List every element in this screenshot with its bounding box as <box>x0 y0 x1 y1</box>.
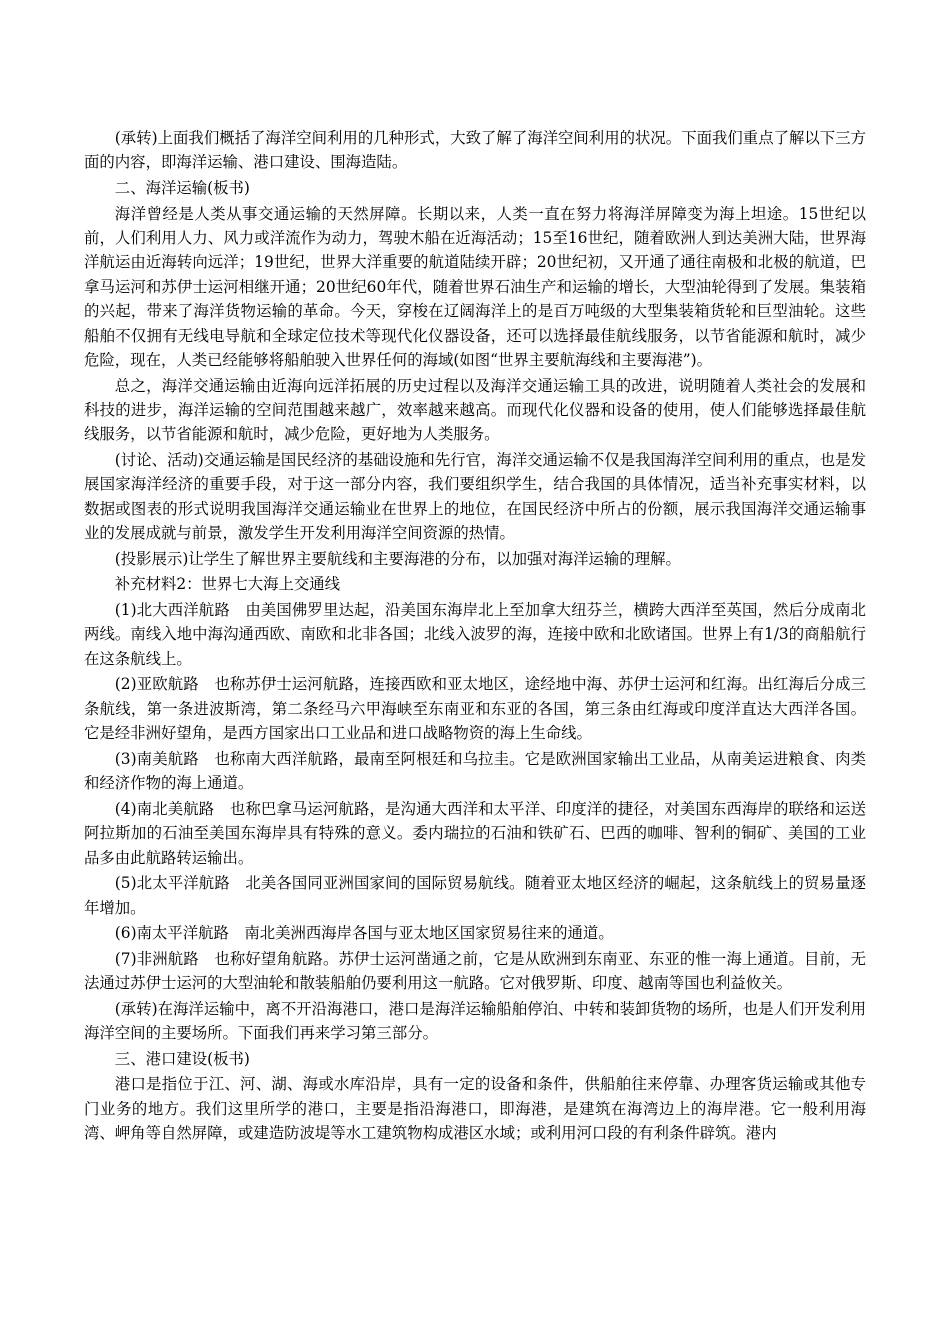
paragraph-port-definition: 港口是指位于江、河、湖、海或水库沿岸，具有一定的设备和条件，供船舶往来停靠、办理客货运输或其他专门业务的地方。我们这里所学的港口，主要是指沿海港口，即海港，是建筑在海湾边上的海岸港。它一般利用海湾、岬角等自然屏障，或建造防波堤等水工建筑物构成港区水域；或利用河口段的有利条件辟筑。港内 <box>84 1075 866 1143</box>
route-item: (4)南北美航路 也称巴拿马运河航路，是沟通大西洋和太平洋、印度洋的捷径，对美国东西海岸的联络和运送阿拉斯加的石油至美国东海岸具有特殊的意义。委内瑞拉的石油和铁矿石、巴西的咖啡、智利的铜矿、美国的工业品多由此航路转运输出。 <box>84 799 866 867</box>
paragraph-ocean-history: 海洋曾经是人类从事交通运输的天然屏障。长期以来，人类一直在努力将海洋屏障变为海上坦途。15世纪以前，人们利用人力、风力或洋流作为动力，驾驶木船在近海活动；15至16世纪，随着欧洲人到达美洲大陆，世界海洋航运由近海转向远洋；19世纪，世界大洋重要的航道陆续开辟；20世纪初，又开通了通往南极和北极的航道，巴拿马运河和苏伊士运河相继开通；20世纪60年代，随着世界石油生产和运输的增长，大型油轮得到了发展。集装箱的兴起，带来了海洋货物运输的革命。今天，穿梭在辽阔海洋上的是百万吨级的大型集装箱货轮和巨型油轮。这些船舶不仅拥有无线电导航和全球定位技术等现代化仪器设备，还可以选择最佳航线服务，以节省能源和航时，减少危险，现在，人类已经能够将船舶驶入世界任何的海域(如图“世界主要航海线和主要海港”)。 <box>84 204 866 370</box>
paragraph-summary: 总之，海洋交通运输由近海向远洋拓展的历史过程以及海洋交通运输工具的改进，说明随着人类社会的发展和科技的进步，海洋运输的空间范围越来越广，效率越来越高。而现代化仪器和设备的使用，使人们能够选择最佳航线服务，以节省能源和航时，减少危险，更好地为人类服务。 <box>84 376 866 444</box>
section-heading-port-construction: 三、港口建设(板书) <box>114 1049 250 1068</box>
route-item: (7)非洲航路 也称好望角航路。苏伊士运河凿通之前，它是从欧洲到东南亚、东亚的惟一海上通道。目前，无法通过苏伊士运河的大型油轮和散装船舶仍要利用这一航路。它对俄罗斯、印度、越南等国也利益攸关。 <box>84 949 866 993</box>
paragraph-discussion: (讨论、活动)交通运输是国民经济的基础设施和先行官，海洋交通运输不仅是我国海洋空间利用的重点，也是发展国家海洋经济的重要手段，对于这一部分内容，我们要组织学生，结合我国的具体情况，适当补充事实材料，以数据或图表的形式说明我国海洋交通运输业在世界上的地位，在国民经济中所占的份额，展示我国海洋交通运输事业的发展成就与前景，激发学生开发利用海洋空间资源的热情。 <box>84 451 866 543</box>
paragraph-transition-ports: (承转)在海洋运输中，离不开沿海港口，港口是海洋运输船舶停泊、中转和装卸货物的场所，也是人们开发利用海洋空间的主要场所。下面我们再来学习第三部分。 <box>84 999 866 1043</box>
paragraph-projection: (投影展示)让学生了解世界主要航线和主要海港的分布，以加强对海洋运输的理解。 <box>114 549 681 568</box>
route-item: (1)北大西洋航路 由美国佛罗里达起，沿美国东海岸北上至加拿大纽芬兰，横跨大西洋至英国，然后分成南北两线。南线入地中海沟通西欧、南欧和北非各国；北线入波罗的海，连接中欧和北欧诸国。世界上有1/3的商船航行在这条航线上。 <box>84 601 866 668</box>
route-item: (5)北太平洋航路 北美各国同亚洲国家间的国际贸易航线。随着亚太地区经济的崛起，这条航线上的贸易量逐年增加。 <box>84 874 866 917</box>
paragraph-transition-intro: (承转)上面我们概括了海洋空间利用的几种形式，大致了解了海洋空间利用的状况。下面我们重点了解以下三方面的内容，即海洋运输、港口建设、围海造陆。 <box>84 129 866 172</box>
supplement-title: 补充材料2：世界七大海上交通线 <box>114 575 341 594</box>
route-item: (6)南太平洋航路 南北美洲西海岸各国与亚太地区国家贸易往来的通道。 <box>114 924 614 943</box>
section-heading-ocean-transport: 二、海洋运输(板书) <box>114 179 250 197</box>
route-item: (2)亚欧航路 也称苏伊士运河航路，连接西欧和亚太地区，途经地中海、苏伊士运河和红海。出红海后分成三条航线，第一条进波斯湾，第二条经马六甲海峡至东南亚和东亚的各国，第三条由红海或印度洋直达大西洋各国。它是经非洲好望角，是西方国家出口工业品和进口战略物资的海上生命线。 <box>84 675 866 743</box>
route-item: (3)南美航路 也称南大西洋航路，最南至阿根廷和乌拉圭。它是欧洲国家输出工业品，从南美运进粮食、肉类和经济作物的海上通道。 <box>84 749 866 793</box>
